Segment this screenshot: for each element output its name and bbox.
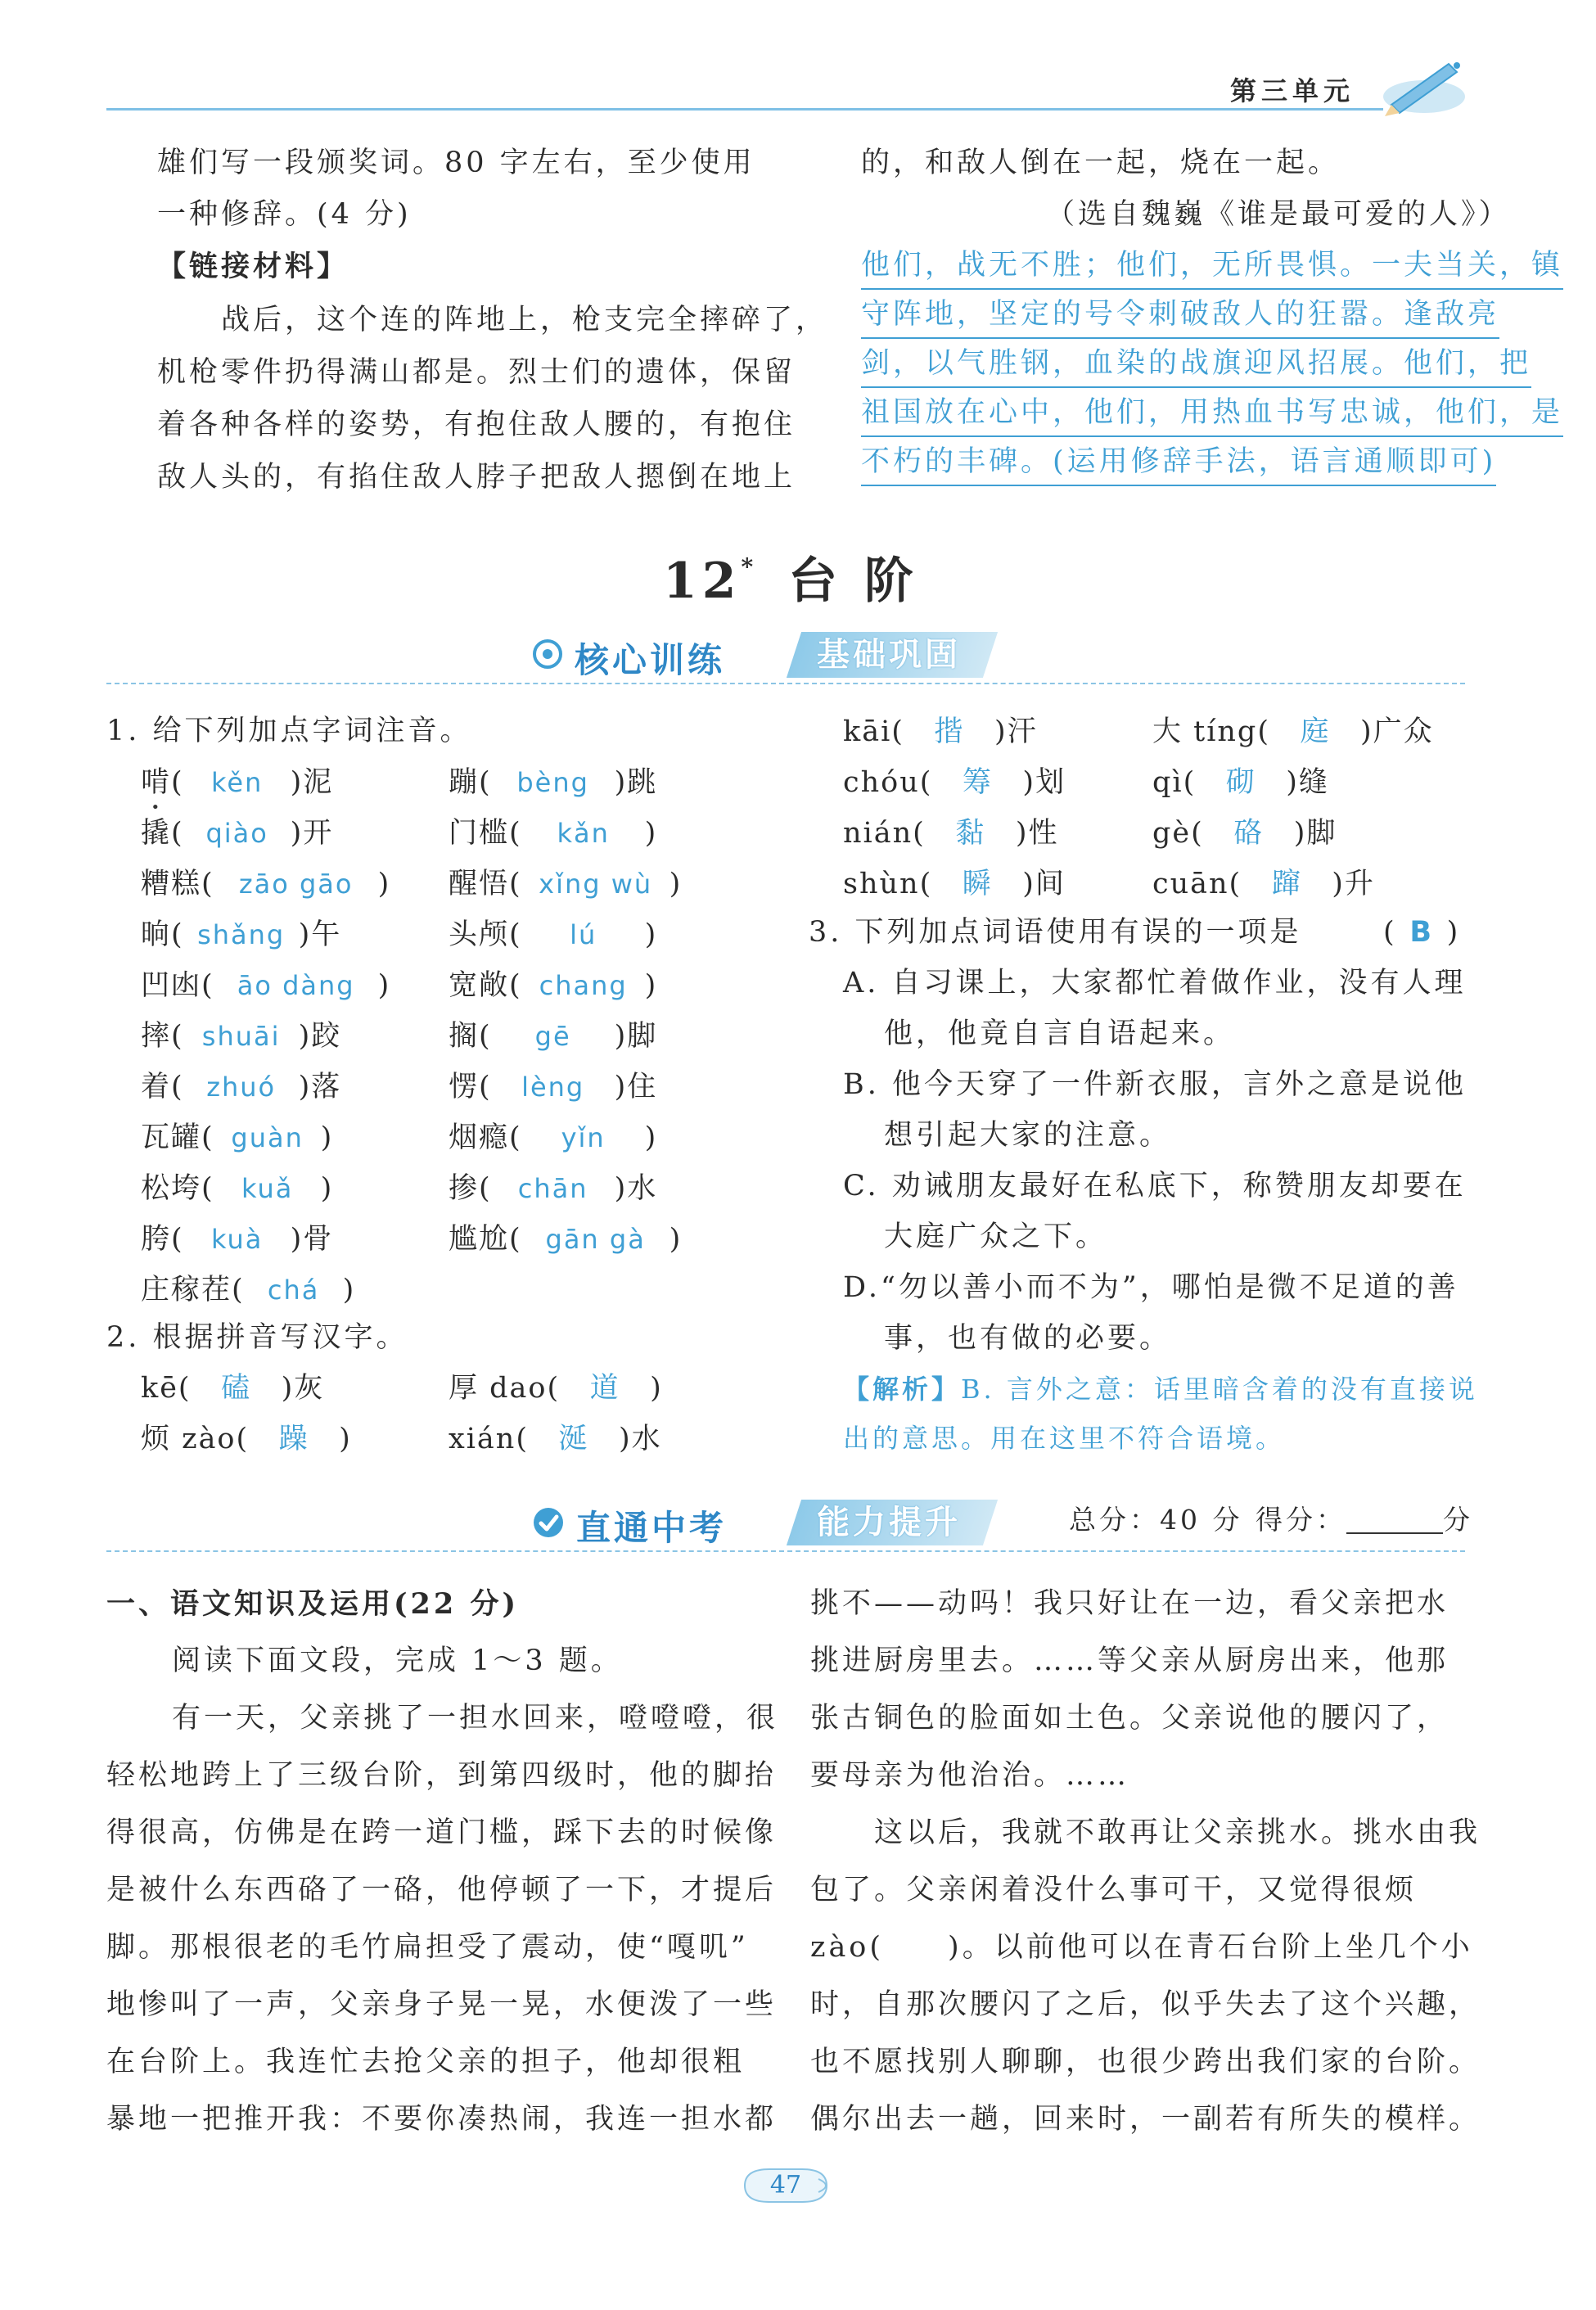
passage-left-3: 得很高，仿佛是在跨一道门槛，踩下去的时候像 xyxy=(106,1816,778,1849)
section-core-header xyxy=(524,630,1007,679)
section-core-title: 核心训练 xyxy=(575,640,726,680)
answer-line-2: 守阵地，坚定的号令刺破敌人的狂嚣。逢敌亮 xyxy=(861,291,1499,339)
q1-left-item: 晌( shǎng )午 xyxy=(141,918,342,951)
location-pin-icon xyxy=(532,638,563,673)
q1-title: 1. 给下列加点字词注音。 xyxy=(106,715,472,747)
section-exam-banner xyxy=(787,1500,998,1545)
analysis-line-2: 出的意思。用在这里不符合语境。 xyxy=(843,1423,1286,1454)
source-citation: （选自魏巍《谁是最可爱的人》） xyxy=(1046,198,1511,231)
q3-answer: B xyxy=(1409,916,1435,949)
unit-label: 第三单元 xyxy=(1230,75,1355,106)
q1-right-item: 掺( chān )水 xyxy=(449,1172,658,1205)
q2-item: kē( 磕 )灰 xyxy=(141,1372,325,1405)
passage-left-8: 暴地一把推开我：不要你凑热闹，我连一担水都 xyxy=(106,2103,778,2136)
passage-right-7: zào( )。以前他可以在青石台阶上坐几个小 xyxy=(810,1931,1473,1964)
q1-right-item: 愣( lèng )住 xyxy=(449,1071,658,1103)
q1-left-item: 瓦罐( guàn ) xyxy=(141,1121,334,1154)
q1-left-item: 庄稼茬( chá ) xyxy=(141,1274,356,1306)
link-line-3: 着各种各样的姿势，有抱住敌人腰的，有抱住 xyxy=(157,408,796,441)
answer-line-4: 祖国放在心中，他们，用热血书写忠诚，他们，是 xyxy=(861,390,1563,437)
part1-intro: 阅读下面文段，完成 1～3 题。 xyxy=(172,1645,623,1677)
section-exam-header xyxy=(524,1498,1015,1547)
q2-item: 烦 zào( 躁 ) xyxy=(141,1423,352,1455)
analysis-label: 【解析】 xyxy=(843,1374,962,1405)
passage-right-6: 包了。父亲闲着没什么事可干，又觉得很烦 xyxy=(810,1874,1418,1906)
answer-line-1: 他们，战无不胜；他们，无所畏惧。一夫当关，镇 xyxy=(861,242,1563,290)
passage-right-3: 张古铜色的脸面如土色。父亲说他的腰闪了， xyxy=(810,1702,1449,1735)
passage-left-2: 轻松地跨上了三级台阶，到第四级时，他的脚抬 xyxy=(106,1759,778,1792)
lesson-title xyxy=(663,542,918,612)
top-left-line-2: 一种修辞。(4 分) xyxy=(157,198,412,231)
q1-left-item: 松垮( kuǎ ) xyxy=(141,1172,334,1205)
q1-right-item: 醒悟( xǐng wù ) xyxy=(449,868,683,900)
q3-analysis xyxy=(843,1364,1478,1415)
q3-option-b: B. 他今天穿了一件新衣服，言外之意是说他 xyxy=(843,1068,1467,1101)
q3-option-a: A. 自习课上，大家都忙着做作业，没有人理 xyxy=(843,967,1467,999)
score-label: 得分： xyxy=(1256,1504,1346,1536)
lesson-number: 12 xyxy=(663,553,742,610)
q2-item: 厚 dao( 道 ) xyxy=(449,1372,663,1405)
q2-item: cuān( 蹿 )升 xyxy=(1152,868,1375,900)
answer-line-3: 剑，以气胜钢，血染的战旗迎风招展。他们，把 xyxy=(861,341,1531,388)
q1-right-item: 尴尬( gān gà ) xyxy=(449,1223,683,1256)
q3-option-c: C. 劝诫朋友最好在私底下，称赞朋友却要在 xyxy=(843,1170,1467,1202)
link-line-4: 敌人头的，有掐住敌人脖子把敌人摁倒在地上 xyxy=(157,461,796,494)
section-exam-title: 直通中考 xyxy=(576,1508,728,1548)
link-line-2: 机枪零件扔得满山都是。烈士们的遗体，保留 xyxy=(157,356,796,389)
q1-right-item: 门槛( kǎn ) xyxy=(449,817,658,850)
passage-left-4: 是被什么东西硌了一硌，他停顿了一下，才提后 xyxy=(106,1874,778,1906)
q1-left-item: 啃( kěn )泥 xyxy=(141,766,334,799)
q3-title: 3. 下列加点词语使用有误的一项是 xyxy=(809,916,1302,949)
link-line-1: 战后，这个连的阵地上，枪支完全摔碎了， xyxy=(221,304,828,336)
pencil-icon xyxy=(1375,47,1473,124)
q1-left-item: 撬( qiào )开 xyxy=(141,817,334,850)
q2-item: kāi( 揩 )汗 xyxy=(843,715,1038,748)
q1-right-item: 搁( gē )脚 xyxy=(449,1020,658,1053)
q3-option-c-cont: 大庭广众之下。 xyxy=(884,1220,1108,1253)
passage-right-9: 也不愿找别人聊聊，也很少跨出我们家的台阶。 xyxy=(810,2046,1481,2078)
passage-right-5: 这以后，我就不敢再让父亲挑水。挑水由我 xyxy=(874,1816,1481,1849)
lesson-name: 台 阶 xyxy=(788,553,918,610)
part1-title: 一、语文知识及运用(22 分) xyxy=(106,1587,520,1621)
section-core-banner-text: 基础巩固 xyxy=(817,636,961,674)
q1-right-item: 烟瘾( yǐn ) xyxy=(449,1121,658,1154)
q1-right-item: 头颅( lú ) xyxy=(449,918,658,951)
q2-title: 2. 根据拼音写汉字。 xyxy=(106,1321,408,1354)
q1-right-item: 蹦( bèng )跳 xyxy=(449,766,658,799)
section-exam-banner-text: 能力提升 xyxy=(817,1504,961,1541)
q2-item: 大 tíng( 庭 )广众 xyxy=(1152,715,1434,748)
q1-left-item: 摔( shuāi )跤 xyxy=(141,1020,342,1053)
link-material-label: 【链接材料】 xyxy=(157,250,349,283)
top-left-line-1: 雄们写一段颁奖词。80 字左右，至少使用 xyxy=(157,147,755,179)
q3-option-b-cont: 想引起大家的注意。 xyxy=(884,1119,1172,1152)
q3-option-a-cont: 他，他竟自言自语起来。 xyxy=(884,1017,1236,1050)
score-blank[interactable] xyxy=(1346,1498,1443,1534)
page-number-badge xyxy=(737,2163,835,2208)
q3-option-d-cont: 事，也有做的必要。 xyxy=(884,1322,1172,1355)
q1-left-item: 胯( kuà )骨 xyxy=(141,1223,334,1256)
checkmark-icon xyxy=(532,1506,565,1542)
score-unit: 分 xyxy=(1443,1504,1473,1536)
top-right-first: 的，和敌人倒在一起，烧在一起。 xyxy=(861,147,1341,179)
passage-right-8: 时，自那次腰闪了之后，似乎失去了这个兴趣， xyxy=(810,1988,1481,2021)
passage-left-7: 在台阶上。我连忙去抢父亲的担子，他却很粗 xyxy=(106,2046,746,2078)
passage-right-2: 挑进厨房里去。……等父亲从厨房出来，他那 xyxy=(810,1645,1449,1677)
passage-right-1: 挑不——动吗！我只好让在一边，看父亲把水 xyxy=(810,1587,1449,1620)
q2-item: shùn( 瞬 )间 xyxy=(843,868,1066,900)
q2-item: gè( 硌 )脚 xyxy=(1152,817,1337,850)
q1-right-item: 宽敞( chang ) xyxy=(449,969,658,1002)
answer-line-5: 不朽的丰碑。(运用修辞手法，语言通顺即可) xyxy=(861,439,1496,486)
q2-item: nián( 黏 )性 xyxy=(843,817,1059,850)
passage-left-6: 地惨叫了一声，父亲身子晃一晃，水便泼了一些 xyxy=(106,1988,778,2021)
q2-item: qì( 砌 )缝 xyxy=(1152,766,1329,799)
passage-right-4: 要母亲为他治治。…… xyxy=(810,1759,1130,1792)
q1-left-item: 着( zhuó )落 xyxy=(141,1071,342,1103)
passage-right-10: 偶尔出去一趟，回来时，一副若有所失的模样。 xyxy=(810,2103,1481,2136)
q3-answer-paren: ( B ) xyxy=(1383,907,1461,959)
page-number: 47 xyxy=(769,2171,802,2199)
section-exam-dashed-rule xyxy=(106,1550,1465,1552)
q1-left-item: 糟糕( zāo gāo ) xyxy=(141,868,391,900)
section-core-dashed-rule xyxy=(106,683,1465,684)
score-field xyxy=(1256,1494,1473,1545)
q2-item: xián( 涎 )水 xyxy=(449,1423,662,1455)
q2-item: chóu( 筹 )划 xyxy=(843,766,1066,799)
passage-left-5: 脚。那根很老的毛竹扁担受了震动，使“嘎叽” xyxy=(106,1931,749,1964)
section-core-banner xyxy=(787,632,998,678)
passage-left-1: 有一天，父亲挑了一担水回来，噔噔噔，很 xyxy=(172,1702,779,1735)
lesson-mark: * xyxy=(741,553,759,580)
q3-option-d: D.“勿以善小而不为”，哪怕是微不足道的善 xyxy=(843,1271,1459,1304)
q1-left-item: 凹凼( āo dàng ) xyxy=(141,969,391,1002)
total-score: 总分：40 分 xyxy=(1069,1504,1243,1536)
analysis-line-1: B. 言外之意：话里暗含着的没有直接说 xyxy=(961,1374,1478,1405)
header-rule xyxy=(106,108,1383,111)
